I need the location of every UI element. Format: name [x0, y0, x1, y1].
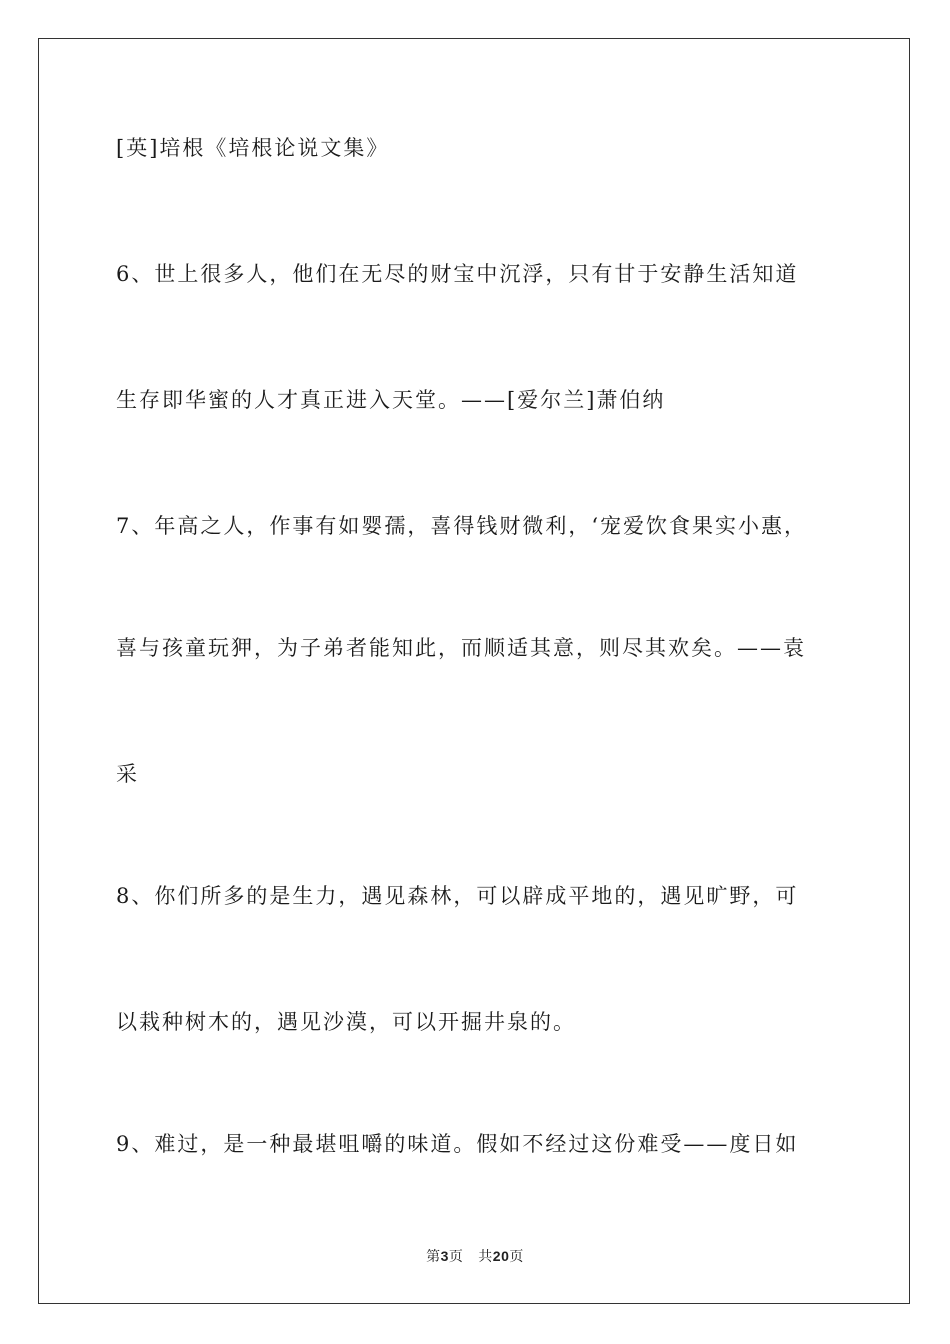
- page-current: 3: [440, 1248, 449, 1264]
- text-line-7: 8、你们所多的是生力，遇见森林，可以辟成平地的，遇见旷野，可: [116, 884, 799, 908]
- text-line-4: 7、年高之人，作事有如婴孺，喜得钱财微利，‘宠爱饮食果实小惠，: [116, 514, 808, 538]
- text-line-5: 喜与孩童玩狎，为子弟者能知此，而顺适其意，则尽其欢矣。——袁: [116, 636, 806, 660]
- page-suffix: 页: [448, 1249, 464, 1265]
- page-prefix: 第: [426, 1249, 441, 1265]
- text-line-2: 6、世上很多人，他们在无尽的财宝中沉浮，只有甘于安静生活知道: [116, 262, 799, 286]
- text-line-8: 以栽种树木的，遇见沙漠，可以开掘井泉的。: [116, 1010, 576, 1034]
- text-line-1: [英]培根《培根论说文集》: [116, 136, 390, 160]
- total-suffix: 页: [509, 1249, 524, 1265]
- page-total: 20: [492, 1248, 510, 1264]
- text-line-9: 9、难过，是一种最堪咀嚼的味道。假如不经过这份难受——度日如: [116, 1132, 799, 1156]
- page-footer: [0, 1246, 950, 1266]
- total-prefix: 共: [478, 1249, 493, 1265]
- text-line-6: 采: [116, 762, 139, 786]
- text-line-3: 生存即华蜜的人才真正进入天堂。——[爱尔兰]萧伯纳: [116, 388, 666, 412]
- page-border: [38, 38, 910, 1304]
